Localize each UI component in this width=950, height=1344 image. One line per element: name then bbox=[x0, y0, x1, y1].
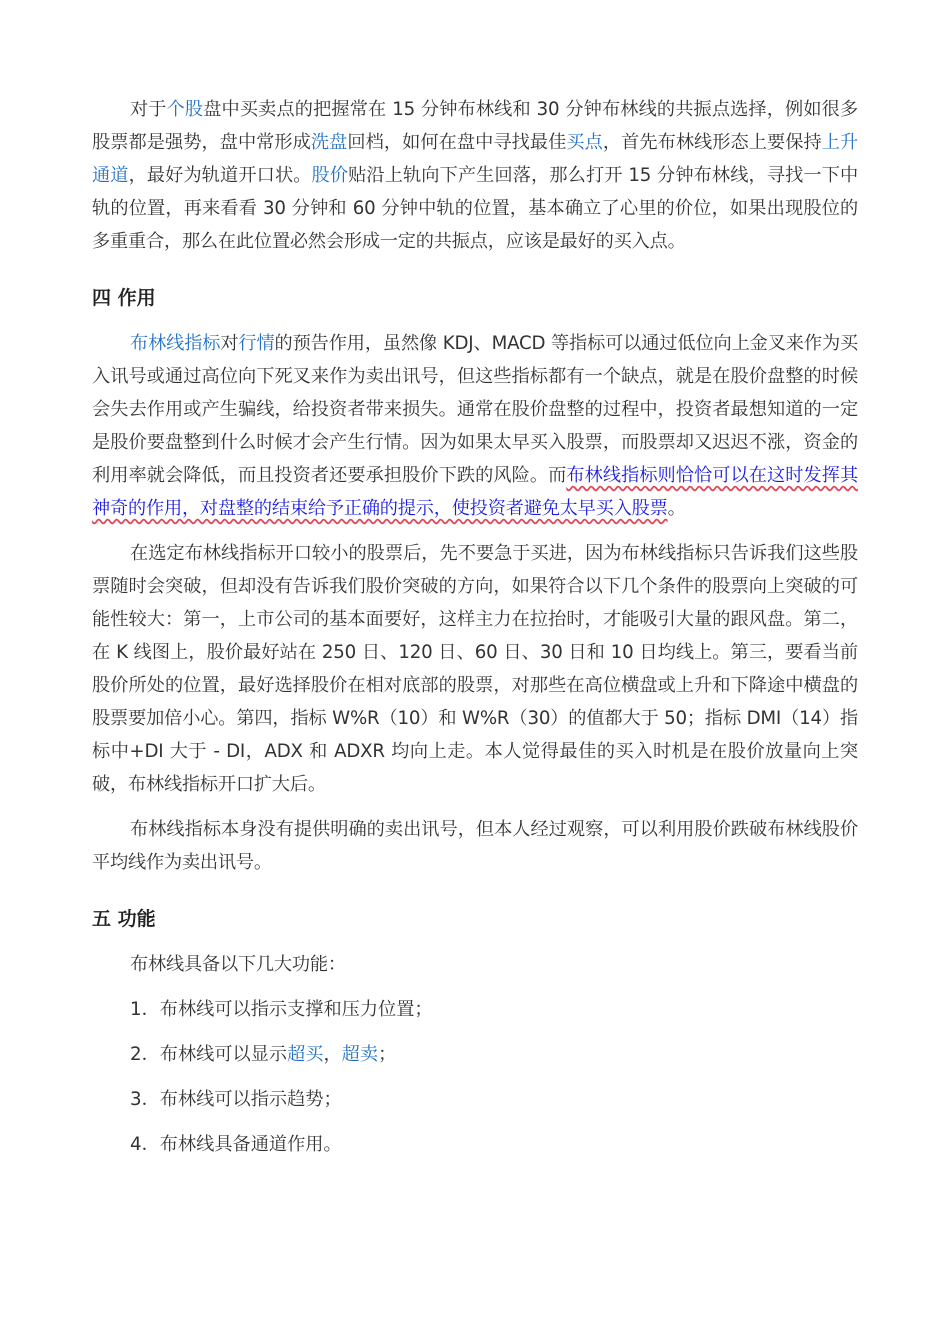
section-heading-function: 四 作用 bbox=[92, 287, 156, 309]
section-heading-features: 五 功能 bbox=[92, 908, 156, 930]
text-span: ，首先布林线形态上要保持 bbox=[602, 132, 822, 153]
list-item-support-pressure: 1．布林线可以指示支撑和压力位置； bbox=[130, 999, 433, 1020]
paragraph-intraday-trading bbox=[92, 93, 858, 258]
link-overbought[interactable]: 超买 bbox=[287, 1044, 324, 1065]
link-oversold[interactable]: 超卖 bbox=[341, 1044, 379, 1065]
text-span: ， bbox=[323, 1044, 342, 1065]
list-item-trend: 3．布林线可以指示趋势； bbox=[130, 1089, 342, 1110]
underlined-highlight-link[interactable]: 布林线指标则恰恰可以在这时发挥其神奇的作用，对盘整的结束给予正确的提示，使投资者避免太早买入股票 bbox=[92, 465, 858, 519]
link-market[interactable]: 行情 bbox=[238, 333, 275, 354]
text-span: 对于 bbox=[130, 99, 167, 120]
text-span: ； bbox=[378, 1044, 397, 1065]
list-item-overbought-oversold bbox=[92, 1038, 858, 1071]
text-span: ，最好为轨道开口状。 bbox=[128, 165, 312, 186]
link-washout[interactable]: 洗盘 bbox=[310, 132, 348, 153]
link-rising-channel[interactable]: 上升通道 bbox=[92, 132, 858, 186]
paragraph-forecast-role bbox=[92, 327, 858, 525]
text-span: 2．布林线可以显示 bbox=[130, 1044, 288, 1065]
text-span: 。 bbox=[667, 498, 686, 519]
link-individual-stock[interactable]: 个股 bbox=[166, 99, 204, 120]
list-item-channel: 4．布林线具备通道作用。 bbox=[130, 1134, 342, 1155]
text-span: 贴沿上轨向下产生回落，那么打开 15 分钟布林线，寻找一下中轨的位置，再来看看 30 分钟和 60 分钟中轨的位置，基本确立了心里的价位，如果出现股位的多重重合，那么在此位置必然会形成一定的共振点，应该是最好的买入点。 bbox=[92, 165, 858, 252]
paragraph-sell-signal: 布林线指标本身没有提供明确的卖出讯号，但本人经过观察，可以利用股价跌破布林线股价平均线作为卖出讯号。 bbox=[92, 819, 858, 873]
text-span: 对 bbox=[220, 333, 239, 354]
features-intro: 布林线具备以下几大功能： bbox=[130, 954, 346, 975]
link-bollinger-indicator[interactable]: 布林线指标 bbox=[130, 333, 221, 354]
text-span: 盘中买卖点的把握常在 15 分钟布林线和 30 分钟布林线的共振点选择，例如很多股票都是强势，盘中常形成 bbox=[92, 99, 858, 153]
text-span: 的预告作用，虽然像 KDJ、MACD 等指标可以通过低位向上金叉来作为买入讯号或通过高位向下死叉来作为卖出讯号，但这些指标都有一个缺点，就是在股价盘整的时候会失去作用或产生骗线，给投资者带来损失。通常在股价盘整的过程中，投资者最想知道的一定是股价要盘整到什么时候才会产生行情。因为如果太早买入股票，而股票却又迟迟不涨，资金的利用率就会降低，而且投资者还要承担股价下跌的风险。而 bbox=[92, 333, 858, 486]
text-span: 回档，如何在盘中寻找最佳 bbox=[347, 132, 567, 153]
link-stock-price[interactable]: 股价 bbox=[311, 165, 349, 186]
paragraph-breakout-conditions: 在选定布林线指标开口较小的股票后，先不要急于买进，因为布林线指标只告诉我们这些股票随时会突破，但却没有告诉我们股价突破的方向，如果符合以下几个条件的股票向上突破的可能性较大：第一，上市公司的基本面要好，这样主力在拉抬时，才能吸引大量的跟风盘。第二，在 K 线图上，股价最好站在 250 日、120 日、60 日、30 日和 10 日均线上。第三，要看当前股价所处的位置，最好选择股价在相对底部的股票，对那些在高位横盘或上升和下降途中横盘的股票要加倍小心。第四，指标 W%R（10）和 W%R（30）的值都大于 50；指标 DMI（14）指标中+DI 大于 - DI，ADX 和 ADXR 均向上走。本人觉得最佳的买入时机是在股价放量向上突破，布林线指标开口扩大后。 bbox=[92, 543, 858, 795]
link-buy-point[interactable]: 买点 bbox=[566, 132, 603, 153]
document-body bbox=[92, 93, 858, 1161]
